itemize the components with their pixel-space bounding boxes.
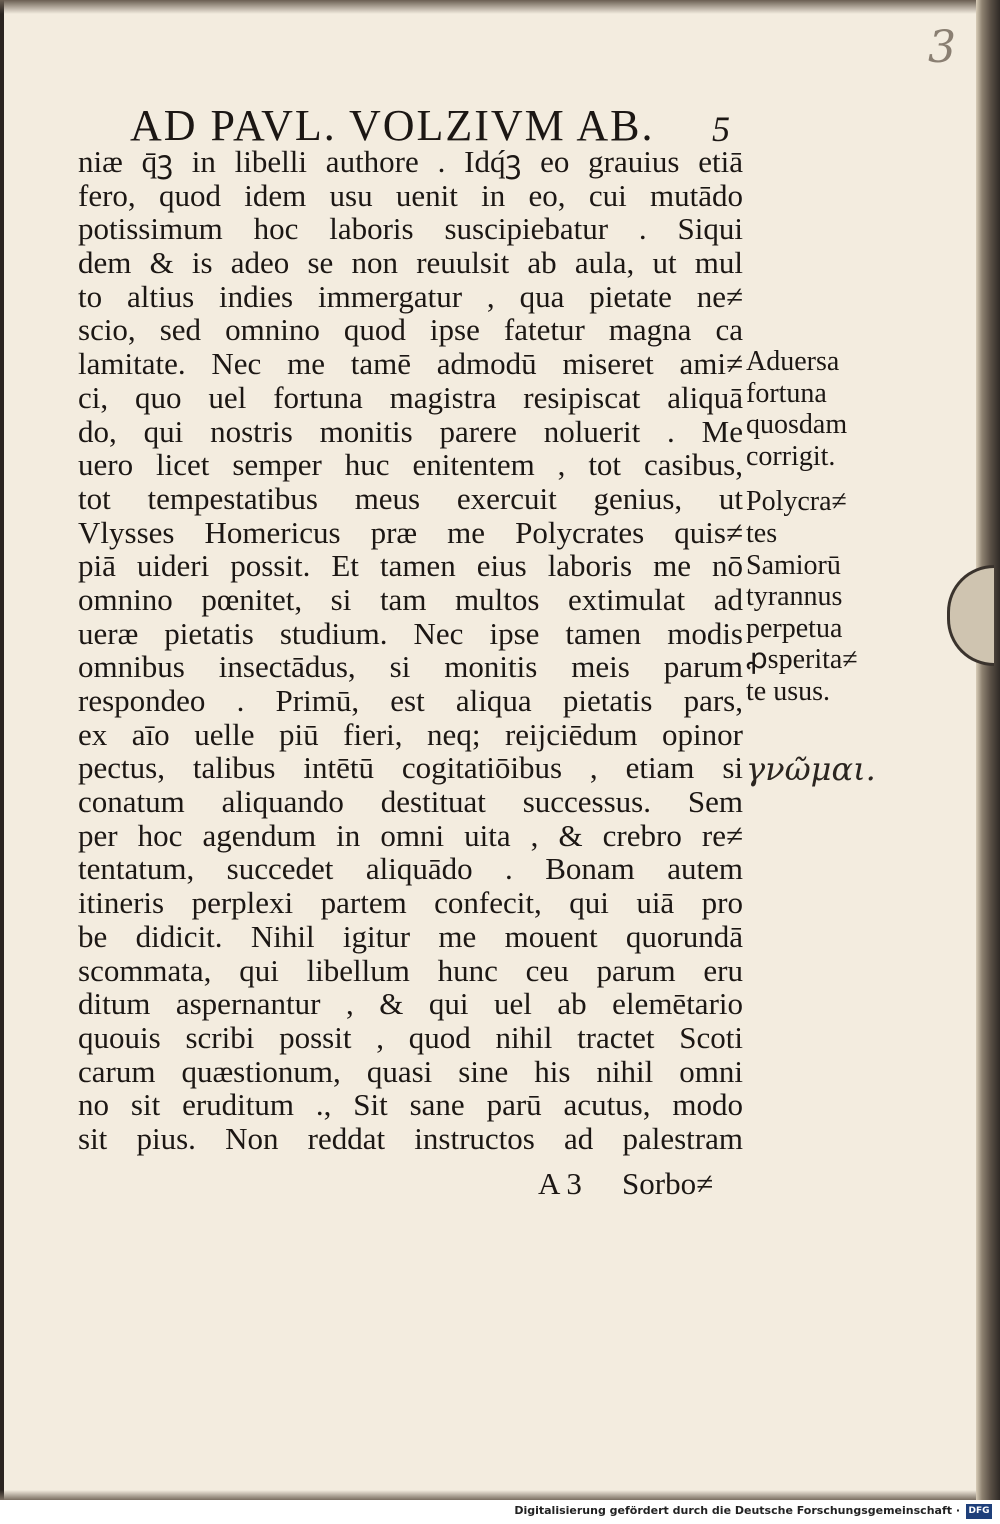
text-line: fero, quod idem usu uenit in eo, cui mutādo [78,177,743,213]
bookmark-tab [947,565,994,666]
digitization-footer [0,1500,1000,1524]
margin-note-line: quosdam [746,409,848,441]
text-line: ex aīo uelle piū fieri, neq; reijciēdum opinor [78,716,743,752]
margin-note-line: Samiorū [746,549,841,581]
text-line: ci, quo uel fortuna magistra resipiscat aliquā [78,379,743,415]
page-gutter [976,0,1000,1500]
margin-note-line: te usus. [746,675,830,707]
text-line: uero licet semper huc enitentem , tot casibus, [78,447,743,483]
text-line: sit pius. Non reddat instructos ad palestram [78,1120,743,1156]
text-line: to altius indies immergatur , qua pietate ne≠ [78,278,743,314]
margin-note-line: ꝓsperita≠ [746,644,858,676]
dfg-logo: DFG [966,1504,992,1519]
margin-note-line: corrigit. [746,440,836,472]
text-line: tentatum, succedet aliquādo . Bonam autem [78,851,743,887]
text-line: dem & is adeo se non reuulsit ab aula, ut mul [78,245,743,281]
book-edge-left [0,0,4,1500]
text-line: Vlysses Homericus præ me Polycrates quis≠ [78,514,743,550]
text-line: conatum aliquando destituat successus. Sem [78,784,743,820]
margin-note-line: Aduersa [746,346,840,377]
margin-note-line: tes [746,517,778,549]
margin-note-line: fortuna [746,377,827,409]
margin-notes [746,346,906,708]
text-line: per hoc agendum in omni uita , & crebro re≠ [78,817,743,853]
margin-note-line: tyrannus [746,581,843,613]
margin-note-line: perpetua [746,612,843,644]
text-line: no sit eruditum ., Sit sane parū acutus, modo [78,1087,743,1123]
handwritten-folio-number: 3 [928,22,956,73]
text-line: quouis scribi possit , quod nihil tractet Scoti [78,1019,743,1055]
text-line: piā uideri possit. Et tamen eius laboris me nō [78,548,743,584]
text-line: pectus, talibus intētū cogitatiōibus , etiam si [78,750,743,786]
text-line: respondeo . Primū, est aliqua pietatis pars, [78,683,743,718]
text-line: itineris perplexi partem confecit, qui uiā pro [78,885,743,921]
text-line: ditum aspernantur , & qui uel ab elemētario [78,986,743,1022]
signature-mark: A 3 [538,1166,582,1201]
handwritten-margin-note: γνῶμαι. [746,750,876,788]
text-line: do, qui nostris monitis parere noluerit . Me [78,413,743,449]
text-line: niæ q̄ꝫ in libelli authore . Idq́ꝫ eo grauius etiā [78,144,743,179]
running-head-text: AD PAVL. VOLZIVM AB. [130,101,655,150]
text-line: tot tempestatibus meus exercuit genius, ut [78,480,743,516]
text-line: lamitate. Nec me tamē admodū miseret ami≠ [78,346,743,382]
text-line: ueræ pietatis studium. Nec ipse tamen modis [78,615,743,651]
catchword: Sorbo≠ [622,1166,714,1201]
main-text-block [78,145,743,1156]
margin-note-gap [746,472,906,486]
text-line: scommata, qui libellum hunc ceu parum eru [78,952,743,988]
top-shadow [0,0,1000,14]
margin-note-line: Polycra≠ [746,486,847,518]
funding-credit: Digitalisierung gefördert durch die Deutsche Forschungsgemeinschaft · [514,1504,960,1517]
text-line: omnino pœnitet, si tam multos extimulat ad [78,581,743,617]
text-line: be didicit. Nihil igitur me mouent quorundā [78,918,743,954]
bottom-shadow [0,1490,1000,1500]
text-line: scio, sed omnino quod ipse fatetur magna ca [78,312,743,348]
text-line: omnibus insectādus, si monitis meis parum [78,649,743,685]
text-line: carum quæstionum, quasi sine his nihil omni [78,1053,743,1089]
text-line: potissimum hoc laboris suscipiebatur . Siqui [78,211,743,247]
page-number: 5 [712,109,732,149]
